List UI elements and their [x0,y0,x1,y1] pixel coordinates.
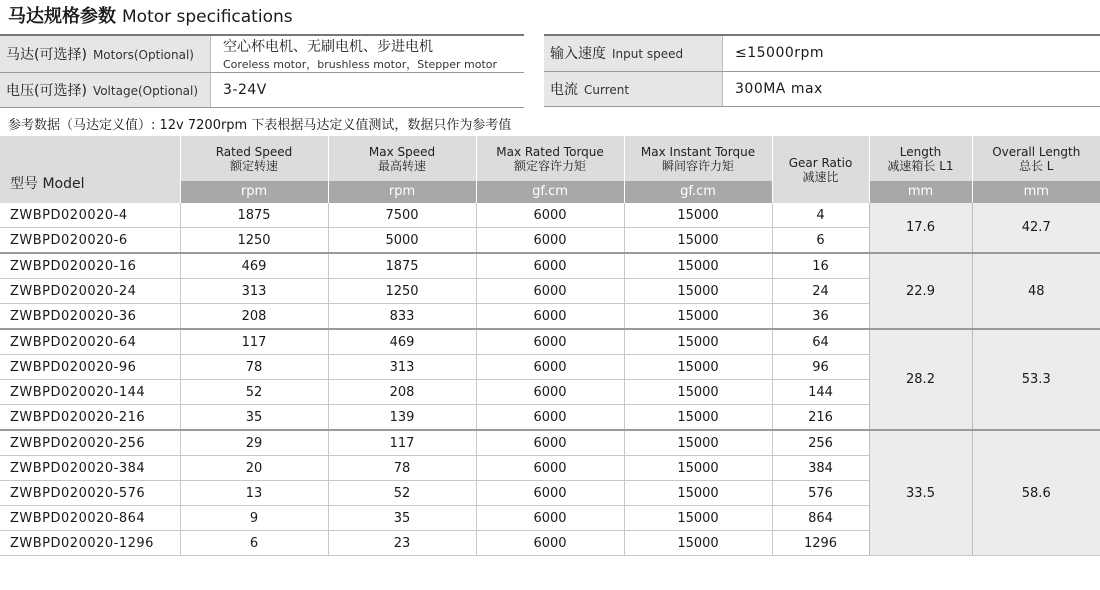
cell-model: ZWBPD020020-216 [0,405,180,431]
cell-max-instant-torque: 15000 [624,279,772,304]
cell-rated-speed: 29 [180,430,328,456]
table-row [0,253,1100,279]
spec-value-cn: 空心杯电机、无刷电机、步进电机 [223,39,433,55]
cell-max-instant-torque: 15000 [624,405,772,431]
cell-max-speed: 52 [328,481,476,506]
cell-max-instant-torque: 15000 [624,380,772,405]
cell-model: ZWBPD020020-6 [0,228,180,254]
cell-model: ZWBPD020020-256 [0,430,180,456]
header-en: Rated Speed [215,144,293,159]
cell-rated-speed: 1875 [180,203,328,228]
cell-max-rated-torque: 6000 [476,456,624,481]
cell-overall-length: 48 [972,253,1100,329]
header-overall-length [972,136,1100,181]
header-cn: 最高转速 [377,158,426,173]
title-en: Motor specifications [122,7,293,27]
cell-max-speed: 833 [328,304,476,330]
cell-max-rated-torque: 6000 [476,481,624,506]
cell-model: ZWBPD020020-144 [0,380,180,405]
cell-max-speed: 208 [328,380,476,405]
page-title [8,5,293,29]
header-cn: 额定转速 [229,158,278,173]
cell-overall-length: 53.3 [972,329,1100,430]
spec-label-cn: 输入速度 [550,46,606,63]
cell-length: 33.5 [869,430,972,556]
cell-gear-ratio: 24 [772,279,869,304]
motor-data-table [0,136,1100,556]
cell-gear-ratio: 256 [772,430,869,456]
cell-max-instant-torque: 15000 [624,228,772,254]
header-en: Gear Ratio [788,155,853,170]
header-cn: 总长 L [1018,158,1054,173]
spec-table-right [544,34,1100,107]
cell-max-speed: 313 [328,355,476,380]
cell-max-rated-torque: 6000 [476,203,624,228]
header-model: 型号 Model [0,136,180,203]
cell-max-instant-torque: 15000 [624,430,772,456]
cell-length: 17.6 [869,203,972,253]
spec-value-en: Coreless motor，brushless motor，Stepper motor [223,58,498,71]
cell-max-speed: 35 [328,506,476,531]
cell-rated-speed: 1250 [180,228,328,254]
spec-label-voltage [0,73,211,108]
spec-label-cn: 电压(可选择) [6,83,87,99]
cell-max-rated-torque: 6000 [476,304,624,330]
cell-max-rated-torque: 6000 [476,430,624,456]
spec-label-cn: 电流 [550,81,578,98]
cell-rated-speed: 9 [180,506,328,531]
spec-label-current [544,71,723,106]
cell-max-instant-torque: 15000 [624,329,772,355]
cell-rated-speed: 78 [180,355,328,380]
cell-max-rated-torque: 6000 [476,380,624,405]
header-max-speed [328,136,476,181]
cell-rated-speed: 313 [180,279,328,304]
cell-overall-length: 58.6 [972,430,1100,556]
spec-label-cn: 马达(可选择) [6,47,87,63]
cell-gear-ratio: 1296 [772,531,869,556]
cell-max-instant-torque: 15000 [624,355,772,380]
cell-max-rated-torque: 6000 [476,531,624,556]
unit-max-rated-torque: gf.cm [476,181,624,203]
header-cn: 瞬间容许力矩 [661,158,734,173]
cell-gear-ratio: 576 [772,481,869,506]
header-gear-ratio [772,136,869,203]
unit-overall-length: mm [972,181,1100,203]
spec-label-input-speed [544,35,723,71]
spec-label-en: Current [584,82,630,97]
cell-model: ZWBPD020020-384 [0,456,180,481]
cell-rated-speed: 13 [180,481,328,506]
cell-max-speed: 469 [328,329,476,355]
header-en: Max Speed [368,144,436,159]
cell-rated-speed: 6 [180,531,328,556]
cell-max-instant-torque: 15000 [624,203,772,228]
cell-max-speed: 78 [328,456,476,481]
unit-length: mm [869,181,972,203]
cell-gear-ratio: 4 [772,203,869,228]
cell-max-instant-torque: 15000 [624,481,772,506]
spec-label-en: Input speed [612,47,684,62]
cell-max-instant-torque: 15000 [624,531,772,556]
cell-gear-ratio: 96 [772,355,869,380]
cell-max-speed: 23 [328,531,476,556]
cell-max-speed: 1250 [328,279,476,304]
cell-max-rated-torque: 6000 [476,253,624,279]
header-en: Overall Length [992,144,1081,159]
spec-label-motors [0,35,211,73]
spec-label-en: Motors(Optional) [92,48,194,62]
cell-rated-speed: 117 [180,329,328,355]
cell-max-rated-torque: 6000 [476,228,624,254]
table-row [0,203,1100,228]
spec-value-current [723,71,1100,106]
cell-model: ZWBPD020020-4 [0,203,180,228]
cell-max-rated-torque: 6000 [476,506,624,531]
header-cn: 减速比 [802,169,839,184]
spec-value-voltage [211,73,525,108]
cell-max-rated-torque: 6000 [476,329,624,355]
cell-model: ZWBPD020020-36 [0,304,180,330]
cell-gear-ratio: 864 [772,506,869,531]
cell-rated-speed: 208 [180,304,328,330]
spec-value-text: 3-24V [223,82,267,98]
cell-model: ZWBPD020020-24 [0,279,180,304]
cell-overall-length: 42.7 [972,203,1100,253]
cell-max-speed: 5000 [328,228,476,254]
header-en: Length [899,144,942,159]
unit-max-instant-torque: gf.cm [624,181,772,203]
cell-model: ZWBPD020020-1296 [0,531,180,556]
spec-value-text: ≤15000rpm [735,45,825,62]
cell-max-rated-torque: 6000 [476,355,624,380]
cell-max-speed: 1875 [328,253,476,279]
spec-value-input-speed [723,35,1100,71]
table-row [0,329,1100,355]
reference-note: 参考数据（马达定义值）: 12v 7200rpm 下表根据马达定义值测试，数据只作为参考值 [8,118,512,133]
table-row [0,430,1100,456]
cell-max-rated-torque: 6000 [476,279,624,304]
cell-rated-speed: 35 [180,405,328,431]
cell-gear-ratio: 6 [772,228,869,254]
header-cn: 额定容许力矩 [513,158,586,173]
header-rated-speed [180,136,328,181]
cell-max-speed: 7500 [328,203,476,228]
spec-value-motors [211,35,525,73]
cell-rated-speed: 52 [180,380,328,405]
title-cn: 马达规格参数 [8,6,116,27]
cell-length: 28.2 [869,329,972,430]
cell-gear-ratio: 144 [772,380,869,405]
cell-max-instant-torque: 15000 [624,253,772,279]
cell-model: ZWBPD020020-64 [0,329,180,355]
cell-gear-ratio: 64 [772,329,869,355]
cell-max-speed: 117 [328,430,476,456]
cell-model: ZWBPD020020-96 [0,355,180,380]
header-cn: 减速箱长 L1 [887,158,954,173]
cell-max-instant-torque: 15000 [624,304,772,330]
table-body [0,203,1100,556]
spec-value-text: 300MA max [735,80,823,97]
cell-model: ZWBPD020020-864 [0,506,180,531]
cell-gear-ratio: 384 [772,456,869,481]
header-en: Max Rated Torque [496,144,604,159]
cell-model: ZWBPD020020-16 [0,253,180,279]
unit-max-speed: rpm [328,181,476,203]
cell-max-instant-torque: 15000 [624,456,772,481]
header-length [869,136,972,181]
cell-max-instant-torque: 15000 [624,506,772,531]
cell-gear-ratio: 16 [772,253,869,279]
cell-length: 22.9 [869,253,972,329]
spec-label-en: Voltage(Optional) [92,84,199,98]
cell-gear-ratio: 216 [772,405,869,431]
cell-max-speed: 139 [328,405,476,431]
cell-rated-speed: 469 [180,253,328,279]
unit-rated-speed: rpm [180,181,328,203]
spec-table-left [0,34,524,108]
cell-model: ZWBPD020020-576 [0,481,180,506]
header-en: Max Instant Torque [640,144,756,159]
cell-rated-speed: 20 [180,456,328,481]
header-max-rated-torque [476,136,624,181]
header-max-instant-torque [624,136,772,181]
cell-gear-ratio: 36 [772,304,869,330]
cell-max-rated-torque: 6000 [476,405,624,431]
